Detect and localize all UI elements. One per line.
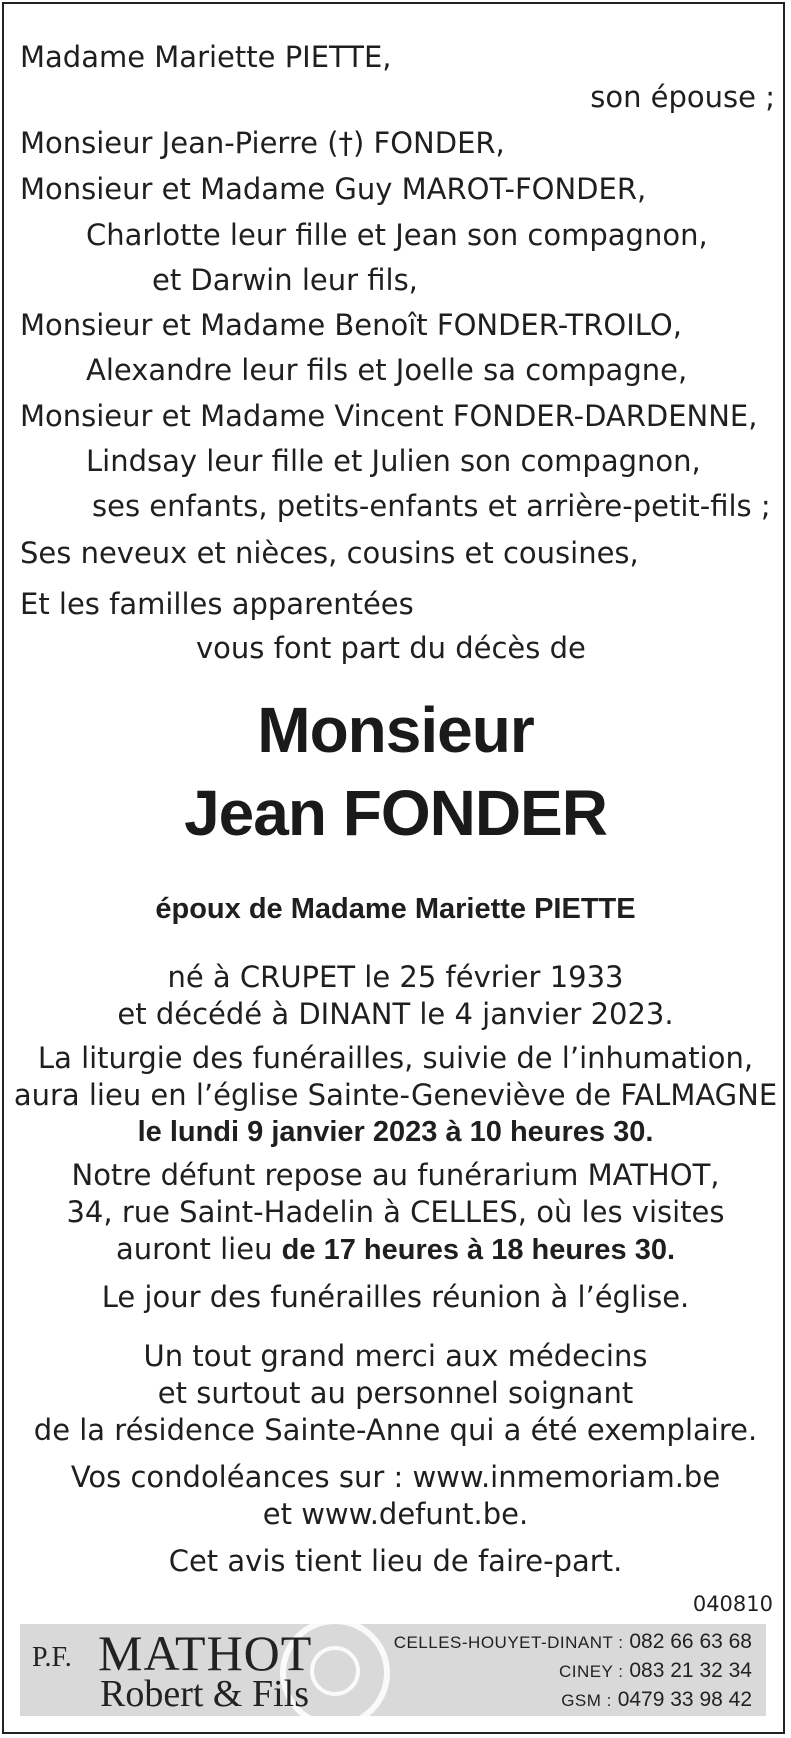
company-name: MATHOT [98, 1625, 313, 1681]
deceased-name: Jean FONDER [184, 777, 607, 849]
family-line-5: Charlotte leur fille et Jean son compagnon, [86, 218, 708, 252]
contact-line [394, 1630, 752, 1654]
thanks-line-1: Un tout grand merci aux médecins [143, 1339, 648, 1373]
contact-phone: 082 66 63 68 [629, 1630, 752, 1653]
liturgy-line-2: aura lieu en l’église Sainte-Geneviève de FALMAGNE [13, 1078, 778, 1112]
rest-line-1: Notre défunt repose au funérarium MATHOT, [71, 1158, 720, 1192]
contact-line [561, 1688, 752, 1712]
family-line-6: et Darwin leur fils, [152, 263, 418, 297]
rest-line-3 [0, 1232, 791, 1267]
family-line-10: Lindsay leur fille et Julien son compagnon, [86, 444, 701, 478]
disc-decoration-inner [310, 1646, 360, 1696]
contact-phone: 083 21 32 34 [629, 1659, 752, 1682]
deceased-title: Monsieur [257, 694, 534, 766]
contact-label: GSM : [561, 1691, 612, 1710]
company-subtitle: Robert & Fils [100, 1673, 310, 1715]
rest-line-2: 34, rue Saint-Hadelin à CELLES, où les visites [66, 1195, 725, 1229]
thanks-line-3: de la résidence Sainte-Anne qui a été exemplaire. [33, 1413, 758, 1447]
birth-line: né à CRUPET le 25 février 1933 [167, 960, 624, 994]
family-line-11: ses enfants, petits-enfants et arrière-petit-fils ; [92, 489, 771, 523]
visit-hours: de 17 heures à 18 heures 30. [281, 1234, 676, 1266]
thanks-line-2: et surtout au personnel soignant [157, 1376, 634, 1410]
contact-label: CELLES-HOUYET-DINANT : [393, 1633, 624, 1652]
condolences-line-2: et www.defunt.be. [262, 1497, 529, 1531]
family-line-13: Et les familles apparentées [20, 587, 414, 621]
family-line-9: Monsieur et Madame Vincent FONDER-DARDENNE, [20, 399, 758, 433]
family-line-3: Monsieur Jean-Pierre (†) FONDER, [20, 126, 505, 160]
contact-line [559, 1659, 752, 1683]
family-line-7: Monsieur et Madame Benoît FONDER-TROILO, [20, 308, 682, 342]
family-line-2: son épouse ; [590, 80, 775, 114]
rest-line-3-prefix: auront lieu [115, 1232, 282, 1266]
notice-line: Cet avis tient lieu de faire-part. [168, 1544, 623, 1578]
deceased-spouse: époux de Madame Mariette PIETTE [155, 893, 636, 925]
funeral-home-banner [20, 1624, 766, 1716]
pf-label: P.F. [32, 1642, 72, 1673]
family-line-14: vous font part du décès de [196, 631, 586, 665]
liturgy-line-1: La liturgie des funérailles, suivie de l’inhumation, [37, 1041, 754, 1075]
family-line-4: Monsieur et Madame Guy MAROT-FONDER, [20, 172, 647, 206]
contact-label: CINEY : [558, 1662, 624, 1681]
family-line-1: Madame Mariette PIETTE, [20, 40, 392, 74]
death-line: et décédé à DINANT le 4 janvier 2023. [117, 997, 674, 1031]
family-line-8: Alexandre leur fils et Joelle sa compagne, [86, 353, 688, 387]
gathering-line: Le jour des funérailles réunion à l’église. [101, 1280, 690, 1314]
reference-number: 040810 [692, 1592, 773, 1616]
family-line-12: Ses neveux et nièces, cousins et cousines, [20, 536, 639, 570]
condolences-line-1: Vos condoléances sur : www.inmemoriam.be [70, 1460, 721, 1494]
contact-phone: 0479 33 98 42 [617, 1688, 752, 1711]
liturgy-date: le lundi 9 janvier 2023 à 10 heures 30. [137, 1116, 654, 1148]
